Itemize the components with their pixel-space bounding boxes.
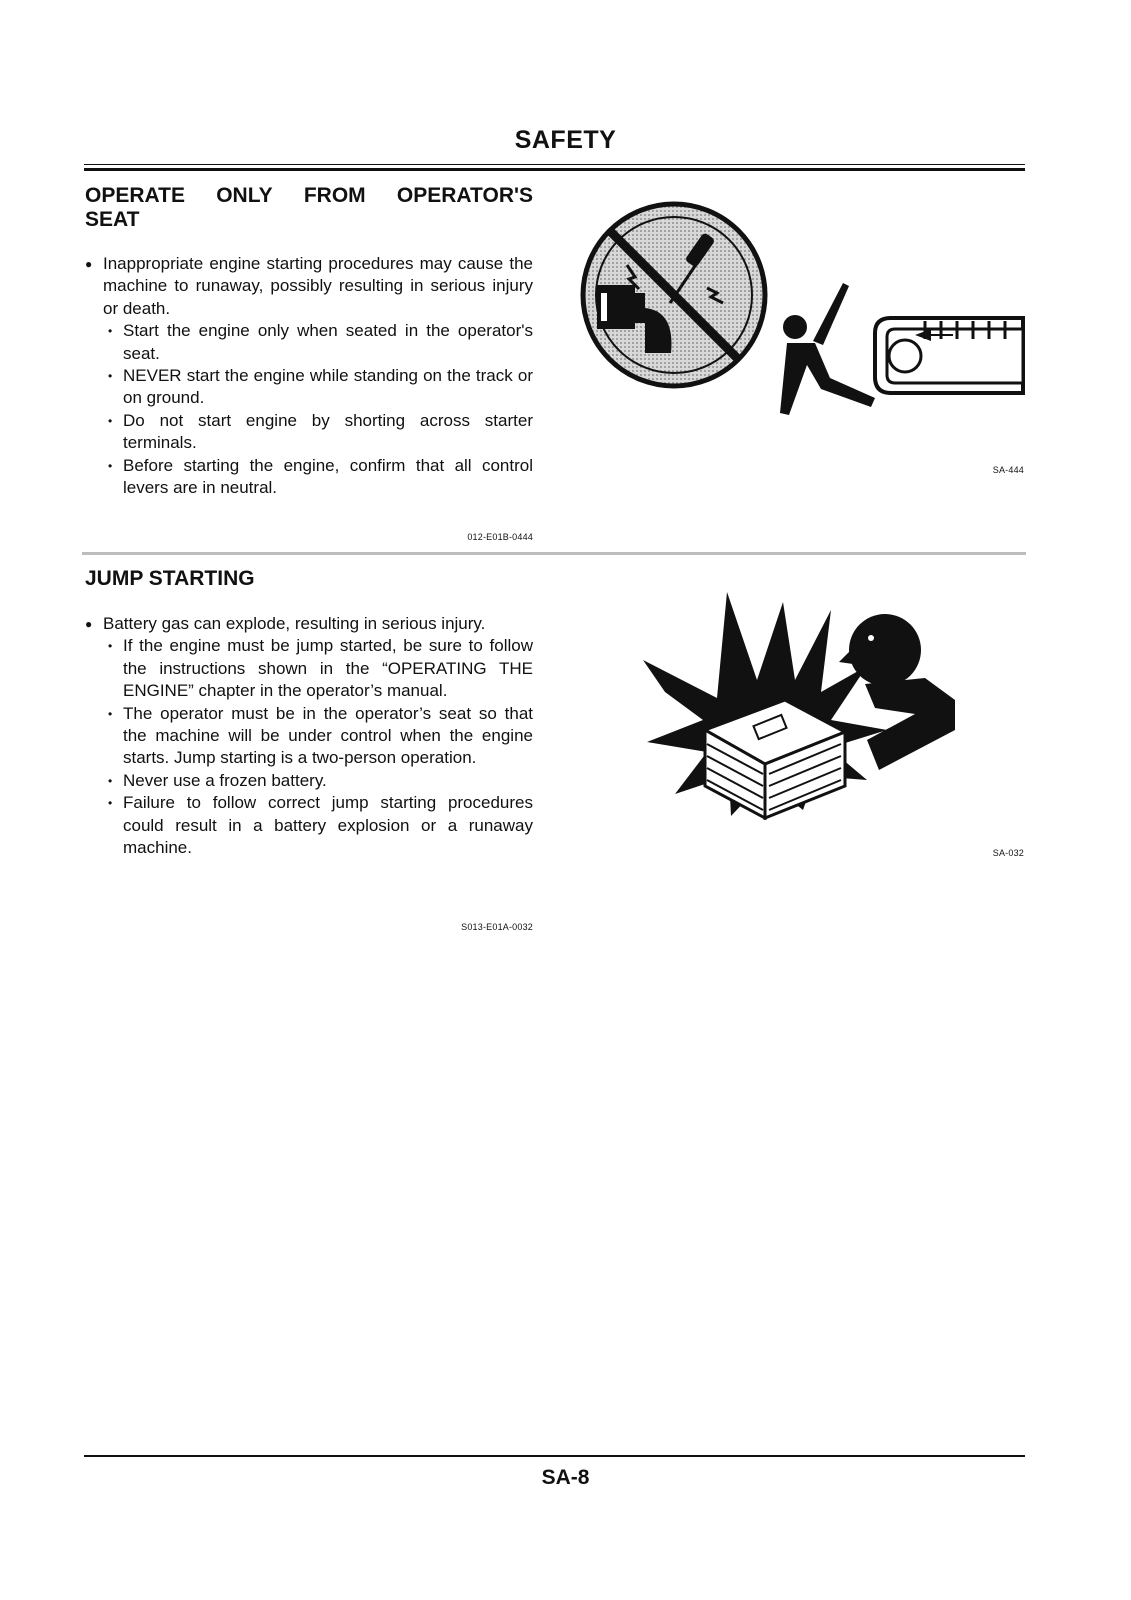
battery-explosion-illustration xyxy=(635,580,955,820)
section1-code: 012-E01B-0444 xyxy=(467,532,533,542)
section2-code: S013-E01A-0032 xyxy=(461,922,533,932)
section2-body xyxy=(85,613,533,859)
sub-item: • The operator must be in the operator’s seat so that the machine will be under control when the engine starts. Jump starting is a two-person operation. xyxy=(85,703,533,770)
heading-word: FROM xyxy=(303,184,366,207)
header-rule-thin xyxy=(84,164,1025,165)
bullet-item: ● Battery gas can explode, resulting in serious injury. xyxy=(85,613,533,635)
heading-word: ONLY xyxy=(216,184,273,207)
sub-item: • Before starting the engine, confirm that all control levers are in neutral. xyxy=(85,455,533,500)
page-number: SA-8 xyxy=(541,1466,590,1489)
bullet-item: ● Inappropriate engine starting procedures may cause the machine to runaway, possibly resulting in serious injury or death. xyxy=(85,253,533,320)
heading-word: OPERATE xyxy=(85,184,185,207)
heading-word: OPERATOR'S xyxy=(396,184,533,207)
header-rule-thick xyxy=(84,168,1025,171)
sub-item: • Start the engine only when seated in the operator's seat. xyxy=(85,320,533,365)
heading-line2: SEAT xyxy=(85,208,140,231)
section-heading-jump-starting: JUMP STARTING xyxy=(85,567,255,590)
no-shorting-starter-illustration xyxy=(575,193,1025,423)
sub-item: • Failure to follow correct jump starting procedures could result in a battery explosion or a runaway machine. xyxy=(85,792,533,859)
sub-item: • Never use a frozen battery. xyxy=(85,770,533,792)
footer-rule xyxy=(84,1455,1025,1457)
figure2-code: SA-032 xyxy=(992,848,1024,858)
figure1-code: SA-444 xyxy=(992,465,1024,475)
section-divider xyxy=(82,552,1026,555)
sub-item: • Do not start engine by shorting across starter terminals. xyxy=(85,410,533,455)
section1-body xyxy=(85,253,533,499)
sub-item: • NEVER start the engine while standing on the track or on ground. xyxy=(85,365,533,410)
page-title: SAFETY xyxy=(514,126,617,154)
sub-item: • If the engine must be jump started, be sure to follow the instructions shown in the “OPERATING THE ENGINE” chapter in the operator’s manual. xyxy=(85,635,533,702)
section-heading-operate-from-seat xyxy=(85,184,533,232)
